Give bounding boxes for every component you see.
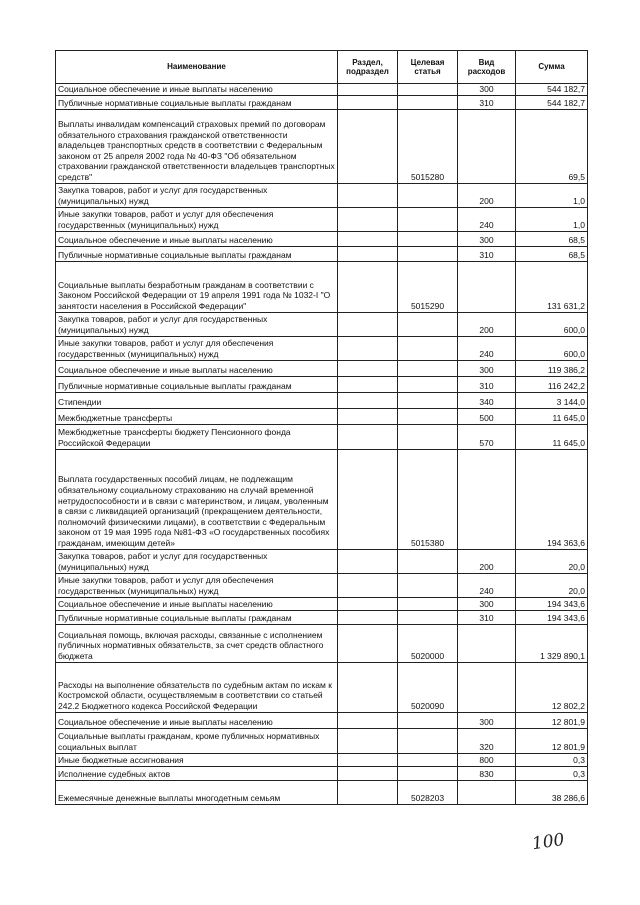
cell-sum: 600,0 [516, 336, 588, 360]
cell-sum: 1,0 [516, 207, 588, 231]
cell-target [398, 408, 458, 424]
cell-sum: 0,3 [516, 753, 588, 766]
cell-sum: 194 363,6 [516, 449, 588, 549]
cell-type: 310 [458, 95, 516, 109]
cell-type: 200 [458, 183, 516, 207]
cell-type [458, 780, 516, 804]
table-row [56, 712, 588, 728]
header-target: Целевая статья [398, 51, 458, 84]
cell-section [338, 597, 398, 610]
table-row [56, 336, 588, 360]
cell-sum: 38 286,6 [516, 780, 588, 804]
cell-type: 240 [458, 336, 516, 360]
cell-section [338, 662, 398, 712]
cell-type: 240 [458, 207, 516, 231]
cell-type: 310 [458, 376, 516, 392]
header-sum: Сумма [516, 51, 588, 84]
table-row [56, 753, 588, 766]
cell-section [338, 449, 398, 549]
cell-section [338, 312, 398, 336]
cell-name: Выплата государственных пособий лицам, не подлежащим обязательному социальному страхованию на случай временной нетрудоспособности и в связи с материнством, и лицам, уволенным в связи с ликвидацией организаций (прекращением деятельности, полномочий физическими лицами), в соответствии с Федеральным законом от 19 мая 1995 года №81-ФЗ «О государственных пособиях гражданам, имеющим детей» [56, 449, 338, 549]
cell-name: Исполнение судебных актов [56, 766, 338, 780]
cell-section [338, 231, 398, 246]
cell-target [398, 549, 458, 573]
cell-type: 570 [458, 424, 516, 449]
header-type: Вид расходов [458, 51, 516, 84]
cell-name: Публичные нормативные социальные выплаты гражданам [56, 610, 338, 624]
table-row [56, 449, 588, 549]
cell-target [398, 231, 458, 246]
cell-target: 5015290 [398, 261, 458, 312]
table-row [56, 610, 588, 624]
cell-target [398, 728, 458, 753]
cell-type: 200 [458, 549, 516, 573]
cell-type [458, 624, 516, 662]
table-row [56, 95, 588, 109]
cell-name: Социальное обеспечение и иные выплаты населению [56, 231, 338, 246]
table-row [56, 728, 588, 753]
table-row [56, 261, 588, 312]
cell-type: 320 [458, 728, 516, 753]
cell-target: 5020000 [398, 624, 458, 662]
cell-type: 300 [458, 84, 516, 96]
cell-section [338, 207, 398, 231]
cell-target [398, 95, 458, 109]
cell-name: Выплаты инвалидам компенсаций страховых премий по договорам обязательного страхования гражданской ответственности владельцев транспортных средств в соответствии с Федеральным законом от 25 апреля 2002 года № 40-ФЗ "Об обязательном страховании гражданской ответственности владельцев транспортных средств" [56, 109, 338, 183]
cell-target [398, 183, 458, 207]
header-section: Раздел, подраздел [338, 51, 398, 84]
cell-target [398, 573, 458, 597]
cell-sum: 194 343,6 [516, 597, 588, 610]
cell-sum: 20,0 [516, 573, 588, 597]
cell-type: 800 [458, 753, 516, 766]
cell-name: Расходы на выполнение обязательств по судебным актам по искам к Костромской области, осуществляемым в соответствии со статьей 242.2 Бюджетного кодекса Российской Федерации [56, 662, 338, 712]
table-body [56, 84, 588, 805]
cell-sum: 116 242,2 [516, 376, 588, 392]
cell-target [398, 312, 458, 336]
table-row [56, 246, 588, 261]
table-row [56, 408, 588, 424]
cell-name: Иные закупки товаров, работ и услуг для обеспечения государственных (муниципальных) нужд [56, 336, 338, 360]
cell-target [398, 84, 458, 96]
cell-target: 5015280 [398, 109, 458, 183]
cell-target [398, 376, 458, 392]
cell-section [338, 360, 398, 376]
cell-name: Иные бюджетные ассигнования [56, 753, 338, 766]
cell-name: Социальная помощь, включая расходы, связанные с исполнением публичных нормативных обязательств, за счет средств областного бюджета [56, 624, 338, 662]
cell-section [338, 610, 398, 624]
table-row [56, 624, 588, 662]
cell-target [398, 336, 458, 360]
table-row [56, 424, 588, 449]
table-row [56, 662, 588, 712]
table-header-row [56, 51, 588, 84]
cell-sum: 12 801,9 [516, 728, 588, 753]
cell-sum: 194 343,6 [516, 610, 588, 624]
cell-target [398, 610, 458, 624]
cell-type: 240 [458, 573, 516, 597]
cell-section [338, 766, 398, 780]
cell-section [338, 424, 398, 449]
cell-name: Социальное обеспечение и иные выплаты населению [56, 360, 338, 376]
cell-target [398, 712, 458, 728]
cell-section [338, 376, 398, 392]
cell-name: Иные закупки товаров, работ и услуг для обеспечения государственных (муниципальных) нужд [56, 573, 338, 597]
page-number: 100 [530, 829, 566, 855]
cell-section [338, 624, 398, 662]
cell-target: 5015380 [398, 449, 458, 549]
cell-target [398, 392, 458, 408]
cell-type: 310 [458, 246, 516, 261]
cell-name: Социальное обеспечение и иные выплаты населению [56, 84, 338, 96]
cell-section [338, 392, 398, 408]
cell-target [398, 424, 458, 449]
table-row [56, 376, 588, 392]
table-row [56, 780, 588, 804]
table-row [56, 231, 588, 246]
cell-sum: 3 144,0 [516, 392, 588, 408]
cell-name: Закупка товаров, работ и услуг для государственных (муниципальных) нужд [56, 549, 338, 573]
cell-name: Социальные выплаты безработным гражданам в соответствии с Законом Российской Федерации от 19 апреля 1991 года № 1032-I "О занятости населения в Российской Федерации" [56, 261, 338, 312]
cell-type: 200 [458, 312, 516, 336]
table-row [56, 109, 588, 183]
cell-section [338, 780, 398, 804]
table-row [56, 549, 588, 573]
cell-name: Социальные выплаты гражданам, кроме публичных нормативных социальных выплат [56, 728, 338, 753]
cell-type [458, 662, 516, 712]
cell-type: 300 [458, 712, 516, 728]
cell-target [398, 246, 458, 261]
cell-sum: 11 645,0 [516, 424, 588, 449]
table-row [56, 766, 588, 780]
cell-target [398, 207, 458, 231]
cell-sum: 0,3 [516, 766, 588, 780]
cell-name: Межбюджетные трансферты бюджету Пенсионного фонда Российской Федерации [56, 424, 338, 449]
table-row [56, 183, 588, 207]
cell-section [338, 336, 398, 360]
cell-sum: 68,5 [516, 246, 588, 261]
cell-section [338, 261, 398, 312]
cell-name: Межбюджетные трансферты [56, 408, 338, 424]
cell-target: 5028203 [398, 780, 458, 804]
cell-sum: 69,5 [516, 109, 588, 183]
cell-section [338, 246, 398, 261]
table-row [56, 360, 588, 376]
table-row [56, 597, 588, 610]
cell-sum: 131 631,2 [516, 261, 588, 312]
cell-section [338, 753, 398, 766]
cell-type: 830 [458, 766, 516, 780]
table-row [56, 392, 588, 408]
cell-type: 300 [458, 597, 516, 610]
cell-section [338, 728, 398, 753]
cell-name: Иные закупки товаров, работ и услуг для обеспечения государственных (муниципальных) нужд [56, 207, 338, 231]
cell-type [458, 109, 516, 183]
cell-name: Публичные нормативные социальные выплаты гражданам [56, 246, 338, 261]
cell-name: Социальное обеспечение и иные выплаты населению [56, 597, 338, 610]
cell-target [398, 766, 458, 780]
cell-sum: 1,0 [516, 183, 588, 207]
cell-name: Ежемесячные денежные выплаты многодетным семьям [56, 780, 338, 804]
cell-type: 300 [458, 231, 516, 246]
cell-section [338, 95, 398, 109]
cell-sum: 68,5 [516, 231, 588, 246]
cell-sum: 11 645,0 [516, 408, 588, 424]
cell-sum: 600,0 [516, 312, 588, 336]
cell-type: 310 [458, 610, 516, 624]
cell-target: 5020090 [398, 662, 458, 712]
cell-sum: 20,0 [516, 549, 588, 573]
cell-section [338, 183, 398, 207]
cell-name: Публичные нормативные социальные выплаты гражданам [56, 95, 338, 109]
cell-section [338, 109, 398, 183]
cell-target [398, 360, 458, 376]
table-row [56, 207, 588, 231]
cell-type [458, 449, 516, 549]
cell-sum: 1 329 890,1 [516, 624, 588, 662]
cell-sum: 544 182,7 [516, 84, 588, 96]
cell-section [338, 549, 398, 573]
table-row [56, 573, 588, 597]
cell-type: 300 [458, 360, 516, 376]
cell-target [398, 753, 458, 766]
budget-table [55, 50, 588, 805]
cell-section [338, 712, 398, 728]
cell-name: Закупка товаров, работ и услуг для государственных (муниципальных) нужд [56, 312, 338, 336]
cell-type: 500 [458, 408, 516, 424]
cell-section [338, 84, 398, 96]
cell-name: Закупка товаров, работ и услуг для государственных (муниципальных) нужд [56, 183, 338, 207]
cell-sum: 12 801,9 [516, 712, 588, 728]
cell-type [458, 261, 516, 312]
table-row [56, 312, 588, 336]
cell-section [338, 573, 398, 597]
cell-type: 340 [458, 392, 516, 408]
cell-name: Стипендии [56, 392, 338, 408]
cell-name: Публичные нормативные социальные выплаты гражданам [56, 376, 338, 392]
cell-sum: 119 386,2 [516, 360, 588, 376]
cell-sum: 12 802,2 [516, 662, 588, 712]
cell-target [398, 597, 458, 610]
table-row [56, 84, 588, 96]
cell-sum: 544 182,7 [516, 95, 588, 109]
cell-section [338, 408, 398, 424]
header-name: Наименование [56, 51, 338, 84]
cell-name: Социальное обеспечение и иные выплаты населению [56, 712, 338, 728]
